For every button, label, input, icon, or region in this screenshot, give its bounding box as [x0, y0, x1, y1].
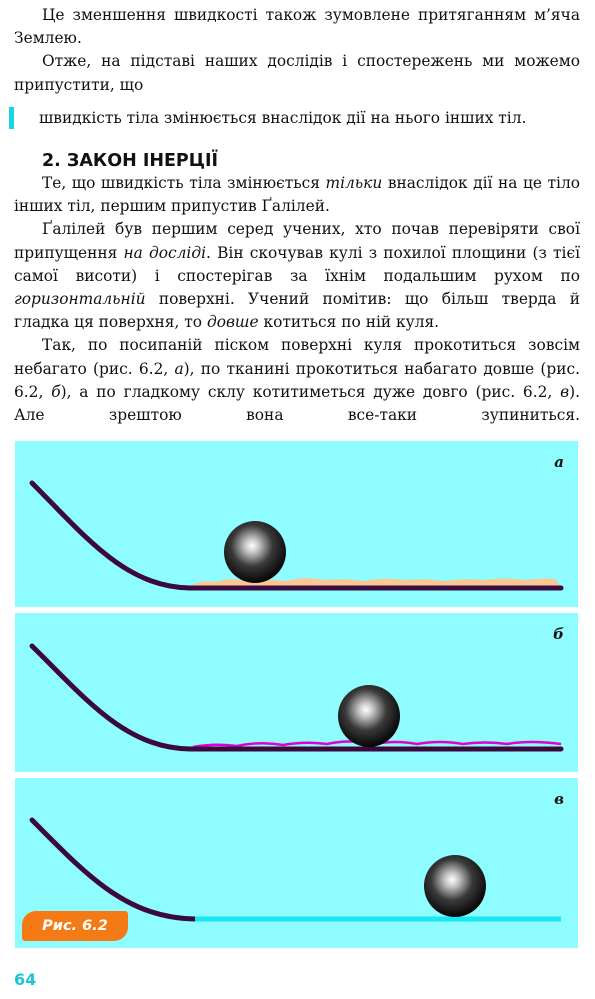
- paragraph-5: Так, по посипаній піском поверхні куля прокотиться зовсім небагато (рис. 6.2, а), по тканині прокотиться набагато довше (рис. 6.2, б), а по гладкому склу котитиметься дуже довго (рис. 6.2, в). Але зрештою вона все-таки зупиниться.: [14, 336, 581, 425]
- paragraph-2: Отже, на підставі наших дослідів і спостережень ми можемо припустити, що: [14, 52, 580, 94]
- panel-b-drawing: [15, 613, 578, 772]
- panel-a: [15, 441, 578, 607]
- panel-letter-b: б: [553, 625, 564, 643]
- slope-track: [32, 820, 195, 919]
- key-statement: [7, 107, 580, 129]
- paragraph-4: Ґалілей був першим серед учених, хто почав перевіряти свої припущення на досліді. Він скочував кулі з похилої площини (з тієї самої висоти) і спостерігав за їхнім подальшим рухом по горизонтальній поверхні. Учений помітив: що більш тверда й гладка ця поверхня, то довше котиться по ній куля.: [14, 220, 580, 332]
- panel-letter-c: в: [554, 790, 564, 808]
- intro-text: [14, 4, 580, 97]
- slope-track: [32, 483, 561, 588]
- panel-letter-a: а: [554, 453, 564, 471]
- panel-c: [15, 778, 578, 948]
- highlight-bar: [9, 107, 14, 129]
- figure-caption: Рис. 6.2: [22, 911, 128, 941]
- paragraph-3: Те, що швидкість тіла змінюється тільки внаслідок дії на це тіло інших тіл, першим припустив Ґалілей.: [14, 174, 580, 216]
- main-text: [14, 172, 580, 427]
- slope-track: [32, 646, 561, 749]
- ball: [424, 855, 486, 917]
- page-number: 64: [14, 970, 37, 989]
- figure-6-2: [15, 441, 578, 948]
- panel-a-drawing: [15, 441, 578, 607]
- key-statement-text: швидкість тіла змінюється внаслідок дії на нього інших тіл.: [39, 109, 527, 127]
- ball: [224, 521, 286, 583]
- paragraph-1: Це зменшення швидкості також зумовлене притяганням м’яча Землею.: [14, 6, 580, 48]
- section-heading: 2. ЗАКОН ІНЕРЦІЇ: [42, 151, 219, 171]
- panel-b: [15, 613, 578, 772]
- ball: [338, 685, 400, 747]
